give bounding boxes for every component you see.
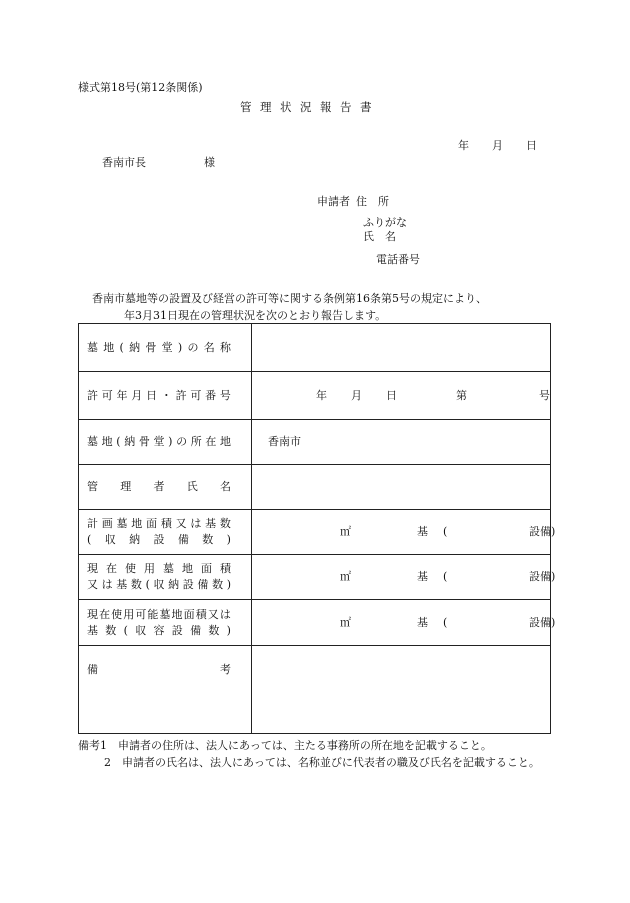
form-number: 様式第18号(第12条関係) (78, 81, 203, 94)
label-text: 現 在 使 用 墓 地 面 積 (87, 562, 231, 576)
label-planned-area (79, 510, 252, 555)
intro-line-1: 香南市墓地等の設置及び経営の許可等に関する条例第16条第5号の規定により、 (92, 292, 487, 305)
label-text: 管 理 者 氏 名 (87, 480, 231, 494)
value-location (252, 420, 551, 465)
date-day: 日 (526, 139, 537, 152)
label-available-area (79, 600, 252, 646)
label-text: 墓 地 ( 納 骨 堂 ) の 名 称 (87, 340, 231, 354)
table-row (79, 555, 551, 600)
addressee: 香南市長 (102, 156, 146, 169)
label-location (79, 420, 252, 465)
document-title: 管理状況報告書 (240, 100, 380, 114)
table-row (79, 372, 551, 420)
note-2: 2 申請者の氏名は、法人にあっては、名称並びに代表者の職及び氏名を記載すること。 (104, 756, 540, 769)
label-remarks (79, 646, 252, 734)
label-text: 計 画 墓 地 面 積 又 は 基 数 (87, 517, 231, 531)
applicant-name-label: 氏 名 (363, 230, 396, 243)
honorific: 様 (204, 156, 215, 169)
permit-month: 月 (351, 388, 362, 402)
unit-m2: ㎡ (340, 525, 351, 539)
table-row (79, 324, 551, 372)
permit-dai: 第 (456, 388, 467, 402)
permit-year: 年 (316, 388, 327, 402)
label-text: 基 数 ( 収 容 設 備 数 ) (87, 623, 231, 637)
unit-setsubi: 設備) (529, 525, 556, 539)
applicant-address-line (317, 196, 389, 207)
unit-setsubi: 設備) (529, 570, 556, 584)
label-manager-name (79, 465, 252, 510)
date-month: 月 (492, 139, 503, 152)
table-row (79, 646, 551, 734)
table-row (79, 420, 551, 465)
unit-ki: 基 (417, 615, 428, 629)
label-text: 許 可 年 月 日 ・ 許 可 番 号 (87, 388, 231, 402)
label-cemetery-name (79, 324, 252, 372)
applicant-address-label: 住 所 (356, 195, 389, 208)
date-line (458, 140, 537, 151)
value-permit (252, 372, 551, 420)
unit-ki: 基 (417, 525, 428, 539)
table-row (79, 510, 551, 555)
permit-day: 日 (386, 388, 397, 402)
value-remarks (252, 646, 551, 734)
note-1: 備考1 申請者の住所は、法人にあっては、主たる事務所の所在地を記載すること。 (78, 739, 492, 752)
label-text: ( 収 納 設 備 数 ) (87, 533, 231, 546)
addressee-line (102, 157, 215, 168)
label-text: 又 は 基 数 ( 収 納 設 備 数 ) (87, 578, 231, 591)
paren-open: ( (443, 615, 448, 629)
label-text: 墓 地 ( 納 骨 堂 ) の 所 在 地 (87, 435, 231, 449)
value-cemetery-name (252, 324, 551, 372)
permit-go: 号 (539, 388, 550, 402)
unit-m2: ㎡ (340, 615, 351, 629)
report-table (78, 323, 556, 734)
paren-open: ( (443, 525, 448, 539)
table-row (79, 600, 551, 646)
paren-open: ( (443, 570, 448, 584)
unit-m2: ㎡ (340, 570, 351, 584)
applicant-phone-label: 電話番号 (376, 253, 420, 266)
value-manager-name (252, 465, 551, 510)
applicant-label: 申請者 (317, 195, 350, 208)
date-year: 年 (458, 139, 469, 152)
applicant-furigana-label: ふりがな (363, 216, 407, 229)
value-planned-area (252, 510, 556, 555)
label-text: 備 考 (87, 663, 231, 676)
unit-setsubi: 設備) (529, 615, 556, 629)
intro-line-2: 年3月31日現在の管理状況を次のとおり報告します。 (124, 309, 387, 322)
location-value: 香南市 (268, 435, 301, 449)
value-available-area (252, 600, 556, 646)
table-row (79, 465, 551, 510)
label-current-area (79, 555, 252, 600)
label-permit (79, 372, 252, 420)
value-current-area (252, 555, 556, 600)
unit-ki: 基 (417, 570, 428, 584)
label-text: 現 在 使 用 可 能 墓 地 面 積 又 は (87, 607, 231, 621)
